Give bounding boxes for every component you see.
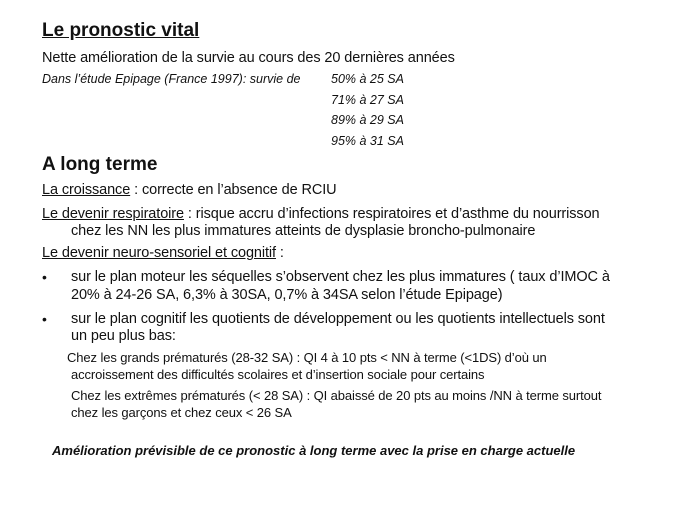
croissance-text: : correcte en l’absence de RCIU xyxy=(130,182,337,198)
respiratoire-line1 xyxy=(42,206,600,222)
neuro-text: : xyxy=(275,245,284,261)
respiratoire-text1: : risque accru d’infections respiratoires et d’asthme du nourrisson xyxy=(183,206,600,222)
bullet-moteur: • xyxy=(42,269,47,285)
neuro-label: Le devenir neuro-sensoriel et cognitif xyxy=(42,245,276,261)
moteur-line2: 20% à 24-26 SA, 6,3% à 30SA, 0,7% à 34SA selon l’étude Epipage) xyxy=(71,287,503,303)
cognitif-line1: sur le plan cognitif les quotients de développement ou les quotients intellectuels sont xyxy=(71,311,605,327)
croissance-label: La croissance xyxy=(42,182,131,198)
vital-title: Le pronostic vital xyxy=(42,20,200,41)
study-label: Dans l’étude Epipage (France 1997): survie de xyxy=(42,72,301,86)
vital-line1: Nette amélioration de la survie au cours des 20 dernières années xyxy=(42,50,455,66)
extremes-line2: chez les garçons et chez ceux < 26 SA xyxy=(71,405,292,420)
respiratoire-label: Le devenir respiratoire xyxy=(42,206,184,222)
survival-25: 50% à 25 SA xyxy=(331,72,404,86)
survival-27: 71% à 27 SA xyxy=(331,93,404,107)
survival-29: 89% à 29 SA xyxy=(331,113,404,127)
conclusion: Amélioration prévisible de ce pronostic à long terme avec la prise en charge actuelle xyxy=(52,443,576,458)
grands-line2: accroissement des difficultés scolaires et d’insertion sociale pour certains xyxy=(71,367,485,382)
neuro-line xyxy=(42,245,284,261)
croissance-line xyxy=(42,182,337,198)
moteur-line1: sur le plan moteur les séquelles s’observent chez les plus immatures ( taux d’IMOC à xyxy=(71,269,610,285)
long-term-title: A long terme xyxy=(42,154,158,175)
cognitif-line2: un peu plus bas: xyxy=(71,328,176,344)
bullet-cognitif: • xyxy=(42,311,47,327)
extremes-line1: Chez les extrêmes prématurés (< 28 SA) : QI abaissé de 20 pts au moins /NN à terme surtout xyxy=(71,388,602,403)
grands-line1: Chez les grands prématurés (28-32 SA) : QI 4 à 10 pts < NN à terme (<1DS) d’où un xyxy=(67,350,547,365)
survival-31: 95% à 31 SA xyxy=(331,134,404,148)
respiratoire-line2: chez les NN les plus immatures atteints de dysplasie broncho-pulmonaire xyxy=(71,223,536,239)
